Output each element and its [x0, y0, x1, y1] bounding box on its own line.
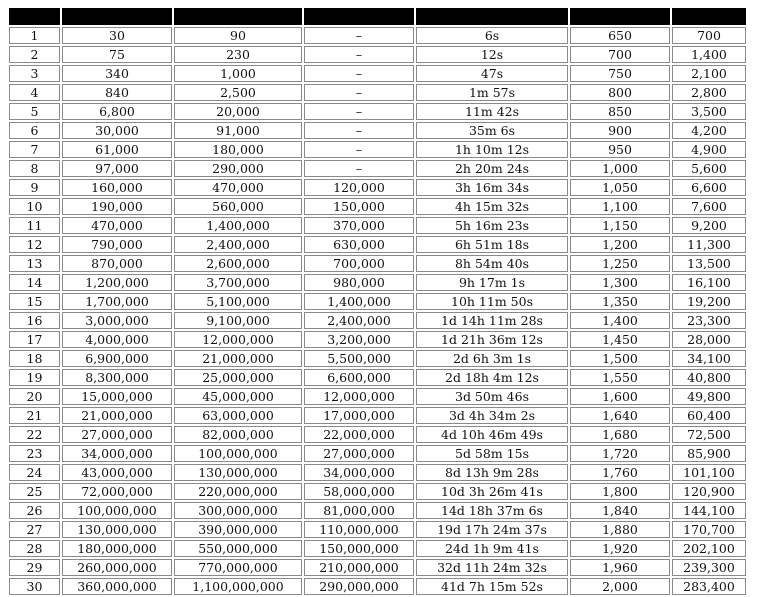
col-2-cell: 61,000 — [62, 141, 172, 158]
time-cell: 5d 58m 15s — [416, 445, 568, 462]
col-2-cell: 130,000,000 — [62, 521, 172, 538]
time-cell: 1d 21h 36m 12s — [416, 331, 568, 348]
time-cell: 41d 7h 15m 52s — [416, 578, 568, 595]
col-7-cell: 23,300 — [672, 312, 746, 329]
header-cell-level — [9, 8, 60, 25]
table-row — [9, 179, 746, 196]
level-cell: 30 — [9, 578, 60, 595]
col-4-cell: 110,000,000 — [304, 521, 414, 538]
col-6-cell: 1,350 — [570, 293, 670, 310]
col-7-cell: 239,300 — [672, 559, 746, 576]
col-3-cell: 2,500 — [174, 84, 302, 101]
col-2-cell: 15,000,000 — [62, 388, 172, 405]
header-cell-col-4 — [304, 8, 414, 25]
time-cell: 6h 51m 18s — [416, 236, 568, 253]
level-cell: 4 — [9, 84, 60, 101]
col-4-cell: 5,500,000 — [304, 350, 414, 367]
table-row — [9, 445, 746, 462]
table-row — [9, 369, 746, 386]
time-cell: 2d 18h 4m 12s — [416, 369, 568, 386]
col-7-cell: 6,600 — [672, 179, 746, 196]
table-body — [9, 27, 746, 595]
level-cell: 12 — [9, 236, 60, 253]
level-cell: 13 — [9, 255, 60, 272]
col-4-cell: 210,000,000 — [304, 559, 414, 576]
col-4-cell: – — [304, 122, 414, 139]
col-6-cell: 2,000 — [570, 578, 670, 595]
col-6-cell: 1,800 — [570, 483, 670, 500]
col-4-cell: 3,200,000 — [304, 331, 414, 348]
col-4-cell: – — [304, 141, 414, 158]
col-7-cell: 144,100 — [672, 502, 746, 519]
col-7-cell: 16,100 — [672, 274, 746, 291]
level-cell: 11 — [9, 217, 60, 234]
col-7-cell: 2,800 — [672, 84, 746, 101]
col-2-cell: 360,000,000 — [62, 578, 172, 595]
time-cell: 35m 6s — [416, 122, 568, 139]
col-6-cell: 1,680 — [570, 426, 670, 443]
col-7-cell: 3,500 — [672, 103, 746, 120]
col-2-cell: 790,000 — [62, 236, 172, 253]
table-row — [9, 198, 746, 215]
col-6-cell: 1,400 — [570, 312, 670, 329]
level-cell: 28 — [9, 540, 60, 557]
time-cell: 6s — [416, 27, 568, 44]
table-row — [9, 407, 746, 424]
time-cell: 14d 18h 37m 6s — [416, 502, 568, 519]
level-cell: 21 — [9, 407, 60, 424]
header-cell-col-7 — [672, 8, 746, 25]
level-cell: 17 — [9, 331, 60, 348]
col-3-cell: 82,000,000 — [174, 426, 302, 443]
col-4-cell: – — [304, 65, 414, 82]
level-cell: 15 — [9, 293, 60, 310]
time-cell: 10d 3h 26m 41s — [416, 483, 568, 500]
time-cell: 2d 6h 3m 1s — [416, 350, 568, 367]
col-3-cell: 21,000,000 — [174, 350, 302, 367]
level-cell: 6 — [9, 122, 60, 139]
table-header-row — [9, 8, 746, 25]
data-table-container — [7, 6, 748, 597]
time-cell: 32d 11h 24m 32s — [416, 559, 568, 576]
col-7-cell: 60,400 — [672, 407, 746, 424]
col-4-cell: – — [304, 46, 414, 63]
col-4-cell: 58,000,000 — [304, 483, 414, 500]
col-7-cell: 13,500 — [672, 255, 746, 272]
col-6-cell: 1,000 — [570, 160, 670, 177]
col-2-cell: 27,000,000 — [62, 426, 172, 443]
level-cell: 2 — [9, 46, 60, 63]
table-row — [9, 65, 746, 82]
col-4-cell: – — [304, 84, 414, 101]
header-cell-col-6 — [570, 8, 670, 25]
col-6-cell: 1,100 — [570, 198, 670, 215]
table-row — [9, 540, 746, 557]
col-6-cell: 1,200 — [570, 236, 670, 253]
col-3-cell: 1,400,000 — [174, 217, 302, 234]
col-4-cell: 17,000,000 — [304, 407, 414, 424]
col-6-cell: 1,960 — [570, 559, 670, 576]
col-7-cell: 7,600 — [672, 198, 746, 215]
time-cell: 1m 57s — [416, 84, 568, 101]
col-4-cell: 6,600,000 — [304, 369, 414, 386]
col-2-cell: 870,000 — [62, 255, 172, 272]
level-cell: 14 — [9, 274, 60, 291]
col-3-cell: 300,000,000 — [174, 502, 302, 519]
col-3-cell: 220,000,000 — [174, 483, 302, 500]
col-6-cell: 1,050 — [570, 179, 670, 196]
col-4-cell: 630,000 — [304, 236, 414, 253]
col-2-cell: 470,000 — [62, 217, 172, 234]
time-cell: 8h 54m 40s — [416, 255, 568, 272]
col-6-cell: 950 — [570, 141, 670, 158]
col-3-cell: 5,100,000 — [174, 293, 302, 310]
level-cell: 23 — [9, 445, 60, 462]
table-row — [9, 255, 746, 272]
time-cell: 1d 14h 11m 28s — [416, 312, 568, 329]
table-row — [9, 388, 746, 405]
header-cell-col-2 — [62, 8, 172, 25]
col-4-cell: 81,000,000 — [304, 502, 414, 519]
col-2-cell: 30,000 — [62, 122, 172, 139]
col-2-cell: 43,000,000 — [62, 464, 172, 481]
level-cell: 1 — [9, 27, 60, 44]
time-cell: 2h 20m 24s — [416, 160, 568, 177]
level-cell: 7 — [9, 141, 60, 158]
col-6-cell: 1,300 — [570, 274, 670, 291]
col-6-cell: 750 — [570, 65, 670, 82]
time-cell: 9h 17m 1s — [416, 274, 568, 291]
time-cell: 3d 4h 34m 2s — [416, 407, 568, 424]
col-4-cell: 22,000,000 — [304, 426, 414, 443]
col-7-cell: 11,300 — [672, 236, 746, 253]
col-6-cell: 1,250 — [570, 255, 670, 272]
col-2-cell: 30 — [62, 27, 172, 44]
col-4-cell: 290,000,000 — [304, 578, 414, 595]
col-4-cell: 12,000,000 — [304, 388, 414, 405]
time-cell: 5h 16m 23s — [416, 217, 568, 234]
table-row — [9, 103, 746, 120]
col-3-cell: 25,000,000 — [174, 369, 302, 386]
col-6-cell: 1,150 — [570, 217, 670, 234]
table-row — [9, 521, 746, 538]
col-4-cell: 2,400,000 — [304, 312, 414, 329]
col-7-cell: 40,800 — [672, 369, 746, 386]
col-7-cell: 170,700 — [672, 521, 746, 538]
col-7-cell: 72,500 — [672, 426, 746, 443]
col-3-cell: 770,000,000 — [174, 559, 302, 576]
time-cell: 24d 1h 9m 41s — [416, 540, 568, 557]
col-3-cell: 550,000,000 — [174, 540, 302, 557]
col-3-cell: 91,000 — [174, 122, 302, 139]
col-6-cell: 1,500 — [570, 350, 670, 367]
col-2-cell: 260,000,000 — [62, 559, 172, 576]
col-3-cell: 12,000,000 — [174, 331, 302, 348]
time-cell: 19d 17h 24m 37s — [416, 521, 568, 538]
upgrade-level-table — [7, 6, 748, 597]
col-7-cell: 101,100 — [672, 464, 746, 481]
col-3-cell: 290,000 — [174, 160, 302, 177]
col-6-cell: 650 — [570, 27, 670, 44]
col-6-cell: 1,600 — [570, 388, 670, 405]
level-cell: 22 — [9, 426, 60, 443]
col-4-cell: 1,400,000 — [304, 293, 414, 310]
level-cell: 29 — [9, 559, 60, 576]
col-2-cell: 8,300,000 — [62, 369, 172, 386]
col-6-cell: 1,550 — [570, 369, 670, 386]
col-6-cell: 1,880 — [570, 521, 670, 538]
col-7-cell: 202,100 — [672, 540, 746, 557]
table-row — [9, 464, 746, 481]
time-cell: 3h 16m 34s — [416, 179, 568, 196]
table-row — [9, 578, 746, 595]
col-2-cell: 6,900,000 — [62, 350, 172, 367]
col-2-cell: 340 — [62, 65, 172, 82]
col-4-cell: – — [304, 160, 414, 177]
col-7-cell: 9,200 — [672, 217, 746, 234]
col-2-cell: 34,000,000 — [62, 445, 172, 462]
col-3-cell: 90 — [174, 27, 302, 44]
col-4-cell: 34,000,000 — [304, 464, 414, 481]
level-cell: 27 — [9, 521, 60, 538]
level-cell: 5 — [9, 103, 60, 120]
col-7-cell: 49,800 — [672, 388, 746, 405]
col-6-cell: 1,720 — [570, 445, 670, 462]
col-4-cell: 980,000 — [304, 274, 414, 291]
col-2-cell: 840 — [62, 84, 172, 101]
time-cell: 1h 10m 12s — [416, 141, 568, 158]
col-3-cell: 9,100,000 — [174, 312, 302, 329]
col-7-cell: 19,200 — [672, 293, 746, 310]
table-row — [9, 350, 746, 367]
table-row — [9, 160, 746, 177]
col-2-cell: 100,000,000 — [62, 502, 172, 519]
level-cell: 25 — [9, 483, 60, 500]
col-4-cell: 700,000 — [304, 255, 414, 272]
col-4-cell: 120,000 — [304, 179, 414, 196]
header-cell-col-3 — [174, 8, 302, 25]
table-row — [9, 426, 746, 443]
col-6-cell: 800 — [570, 84, 670, 101]
col-7-cell: 120,900 — [672, 483, 746, 500]
col-7-cell: 4,200 — [672, 122, 746, 139]
col-6-cell: 1,920 — [570, 540, 670, 557]
col-3-cell: 1,000 — [174, 65, 302, 82]
time-cell: 11m 42s — [416, 103, 568, 120]
time-cell: 47s — [416, 65, 568, 82]
level-cell: 8 — [9, 160, 60, 177]
col-3-cell: 390,000,000 — [174, 521, 302, 538]
col-3-cell: 3,700,000 — [174, 274, 302, 291]
table-row — [9, 502, 746, 519]
col-2-cell: 4,000,000 — [62, 331, 172, 348]
table-row — [9, 293, 746, 310]
col-3-cell: 560,000 — [174, 198, 302, 215]
col-3-cell: 180,000 — [174, 141, 302, 158]
col-4-cell: – — [304, 27, 414, 44]
table-row — [9, 84, 746, 101]
table-row — [9, 236, 746, 253]
col-7-cell: 283,400 — [672, 578, 746, 595]
time-cell: 3d 50m 46s — [416, 388, 568, 405]
col-2-cell: 6,800 — [62, 103, 172, 120]
table-row — [9, 46, 746, 63]
col-6-cell: 1,450 — [570, 331, 670, 348]
level-cell: 20 — [9, 388, 60, 405]
col-7-cell: 85,900 — [672, 445, 746, 462]
col-3-cell: 2,400,000 — [174, 236, 302, 253]
col-2-cell: 3,000,000 — [62, 312, 172, 329]
col-2-cell: 1,200,000 — [62, 274, 172, 291]
table-row — [9, 122, 746, 139]
level-cell: 18 — [9, 350, 60, 367]
level-cell: 3 — [9, 65, 60, 82]
col-3-cell: 45,000,000 — [174, 388, 302, 405]
col-3-cell: 100,000,000 — [174, 445, 302, 462]
header-cell-time — [416, 8, 568, 25]
col-2-cell: 1,700,000 — [62, 293, 172, 310]
level-cell: 10 — [9, 198, 60, 215]
table-row — [9, 559, 746, 576]
time-cell: 8d 13h 9m 28s — [416, 464, 568, 481]
col-4-cell: 150,000 — [304, 198, 414, 215]
time-cell: 4h 15m 32s — [416, 198, 568, 215]
time-cell: 12s — [416, 46, 568, 63]
level-cell: 24 — [9, 464, 60, 481]
col-3-cell: 63,000,000 — [174, 407, 302, 424]
table-row — [9, 27, 746, 44]
col-4-cell: 27,000,000 — [304, 445, 414, 462]
col-2-cell: 97,000 — [62, 160, 172, 177]
level-cell: 26 — [9, 502, 60, 519]
col-3-cell: 1,100,000,000 — [174, 578, 302, 595]
col-2-cell: 21,000,000 — [62, 407, 172, 424]
col-3-cell: 130,000,000 — [174, 464, 302, 481]
col-7-cell: 5,600 — [672, 160, 746, 177]
table-row — [9, 274, 746, 291]
col-3-cell: 470,000 — [174, 179, 302, 196]
time-cell: 4d 10h 46m 49s — [416, 426, 568, 443]
col-6-cell: 1,640 — [570, 407, 670, 424]
col-2-cell: 75 — [62, 46, 172, 63]
col-7-cell: 4,900 — [672, 141, 746, 158]
col-2-cell: 160,000 — [62, 179, 172, 196]
table-row — [9, 217, 746, 234]
col-2-cell: 180,000,000 — [62, 540, 172, 557]
table-row — [9, 331, 746, 348]
col-6-cell: 700 — [570, 46, 670, 63]
table-row — [9, 483, 746, 500]
col-6-cell: 850 — [570, 103, 670, 120]
col-4-cell: – — [304, 103, 414, 120]
col-7-cell: 1,400 — [672, 46, 746, 63]
col-3-cell: 230 — [174, 46, 302, 63]
col-3-cell: 20,000 — [174, 103, 302, 120]
col-4-cell: 150,000,000 — [304, 540, 414, 557]
col-6-cell: 1,840 — [570, 502, 670, 519]
col-3-cell: 2,600,000 — [174, 255, 302, 272]
level-cell: 19 — [9, 369, 60, 386]
col-2-cell: 190,000 — [62, 198, 172, 215]
table-row — [9, 312, 746, 329]
level-cell: 16 — [9, 312, 60, 329]
col-7-cell: 700 — [672, 27, 746, 44]
col-6-cell: 1,760 — [570, 464, 670, 481]
col-6-cell: 900 — [570, 122, 670, 139]
level-cell: 9 — [9, 179, 60, 196]
col-4-cell: 370,000 — [304, 217, 414, 234]
time-cell: 10h 11m 50s — [416, 293, 568, 310]
col-2-cell: 72,000,000 — [62, 483, 172, 500]
table-row — [9, 141, 746, 158]
col-7-cell: 28,000 — [672, 331, 746, 348]
col-7-cell: 34,100 — [672, 350, 746, 367]
col-7-cell: 2,100 — [672, 65, 746, 82]
